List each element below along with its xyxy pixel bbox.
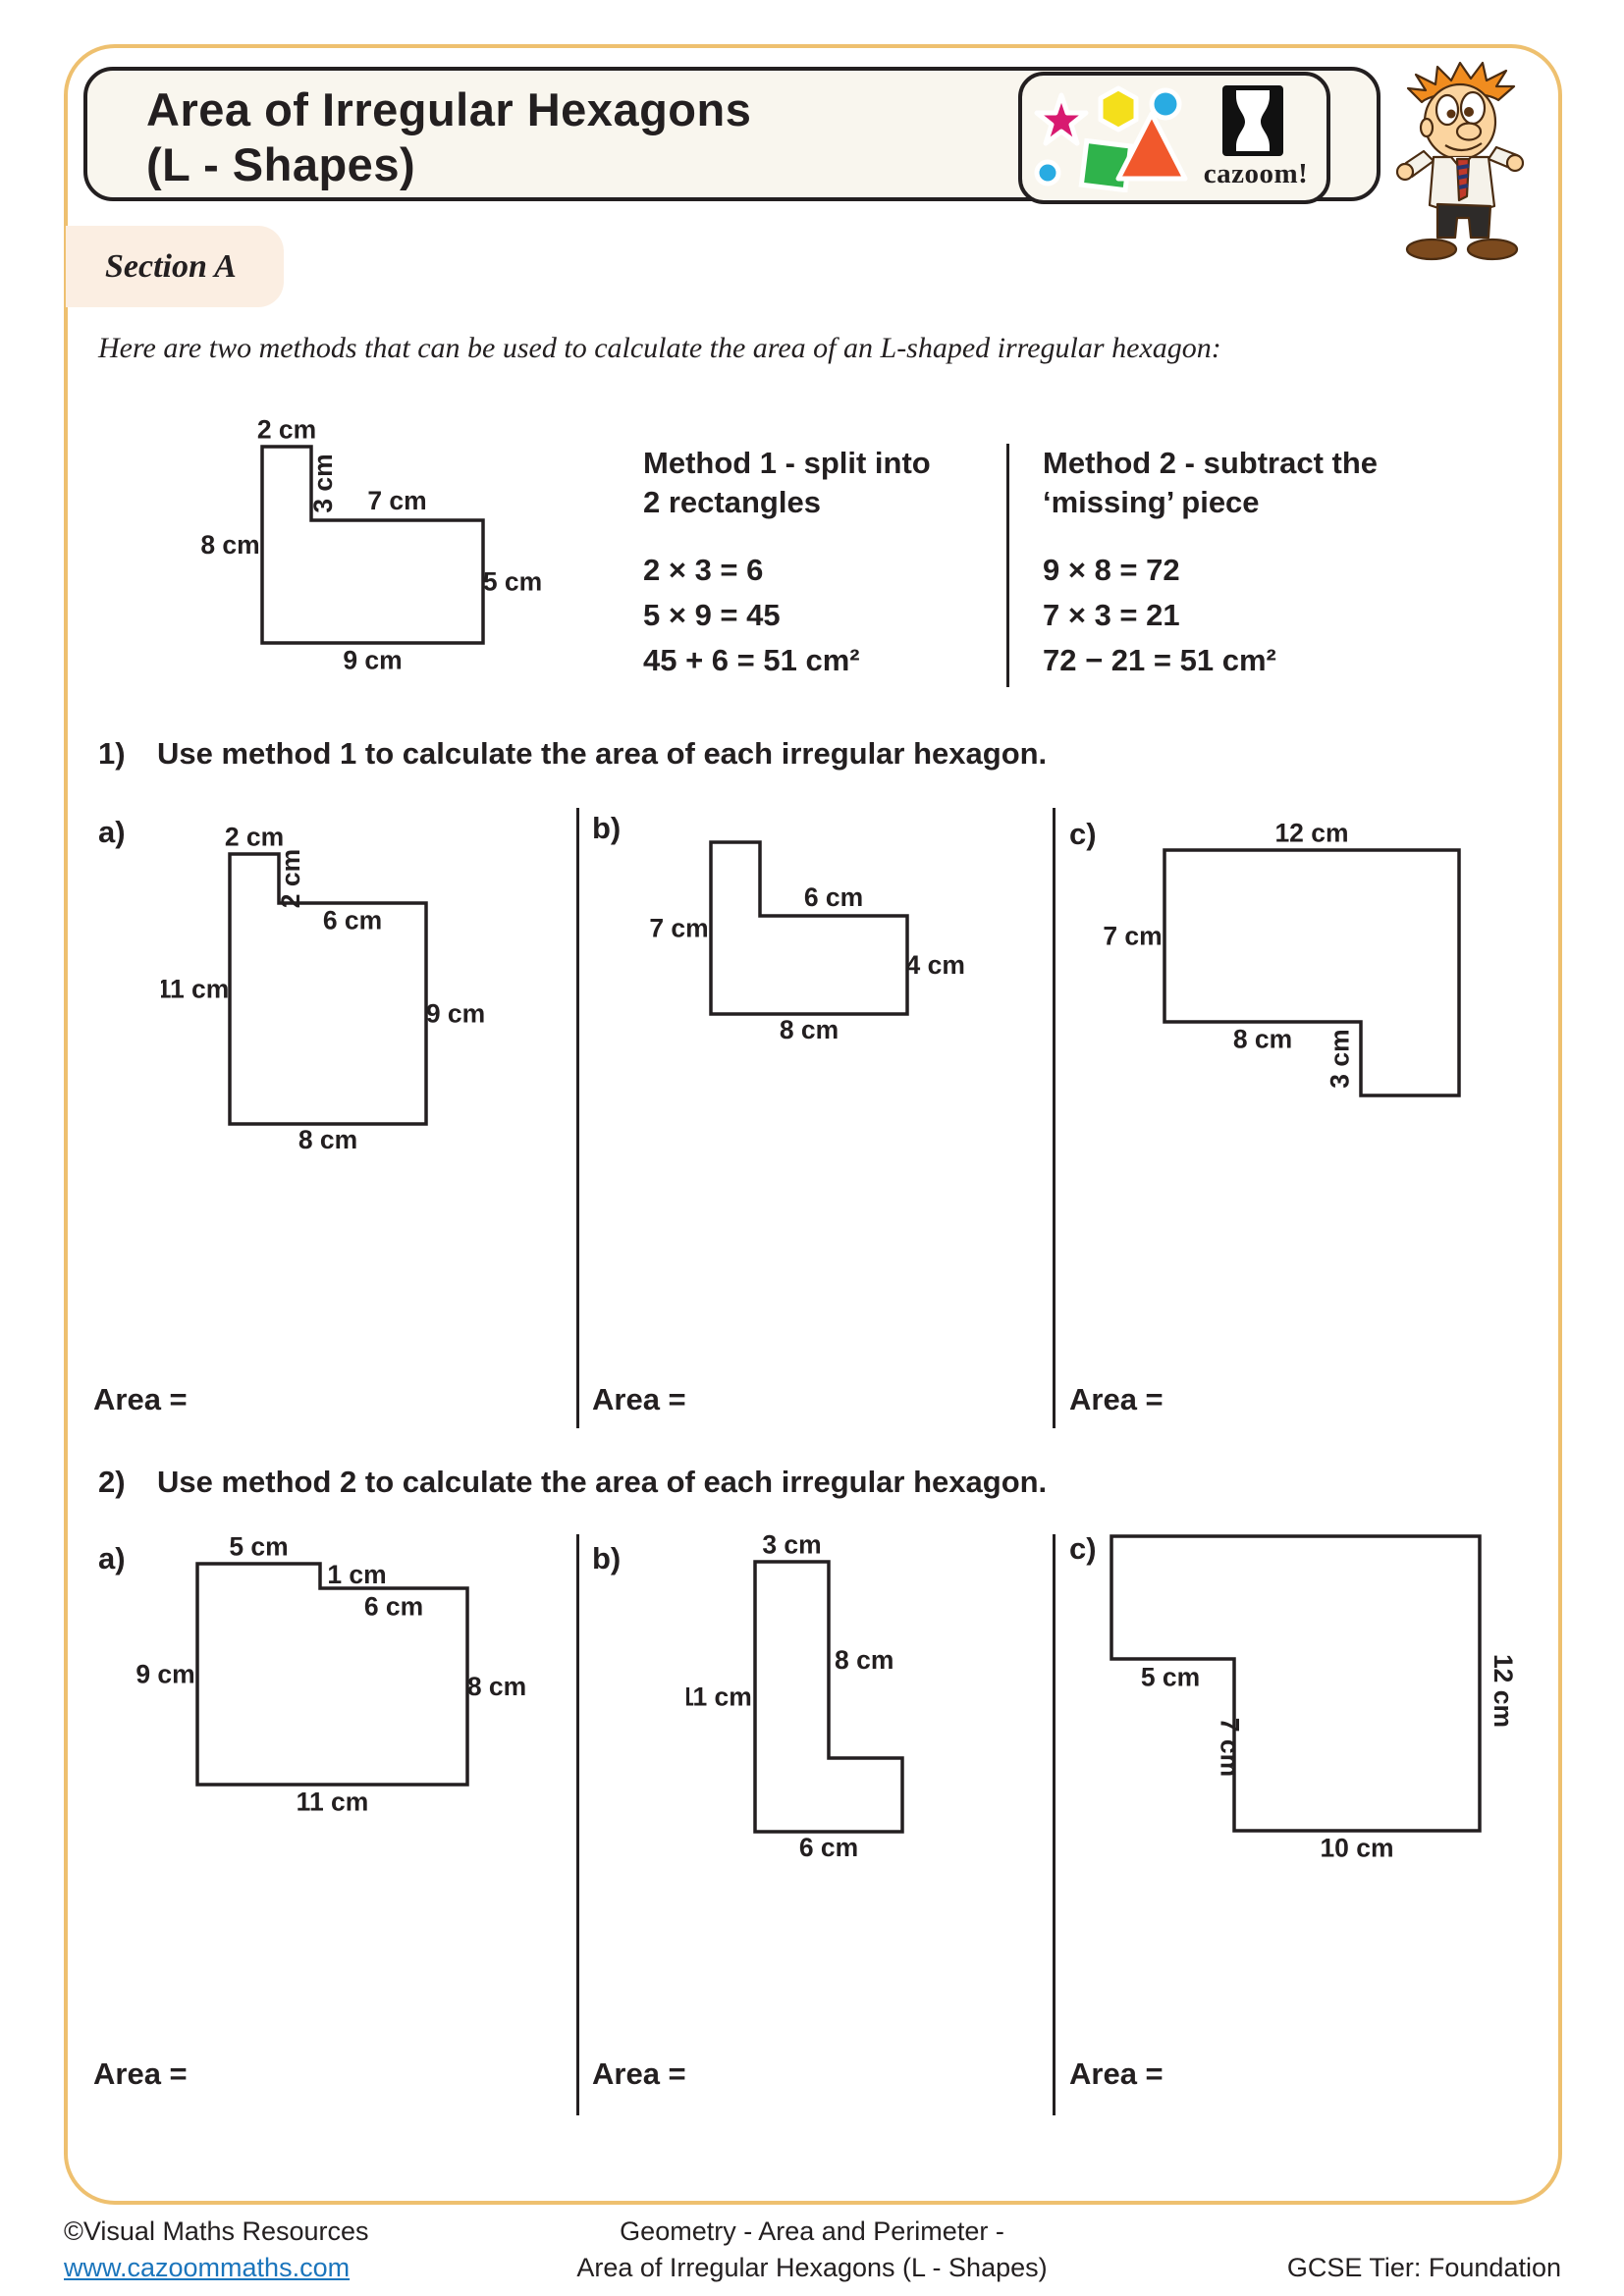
area-answer-label-2c: Area = [1069, 2056, 1164, 2091]
dimension-label: 3 cm [1325, 1029, 1355, 1089]
method1-title-line1: Method 1 - split into [643, 446, 931, 480]
question1-number: 1) [98, 736, 126, 771]
footer-topic-line1: Geometry - Area and Perimeter - [620, 2216, 1004, 2246]
dimension-label: 8 cm [466, 1671, 527, 1701]
question1-prompt: Use method 1 to calculate the area of each irregular hexagon. [157, 736, 1048, 771]
area-answer-label-1c: Area = [1069, 1382, 1164, 1416]
dimension-label: 11 cm [686, 1682, 752, 1712]
cazoom-vase-icon [1222, 85, 1283, 156]
footer-website-link[interactable]: www.cazoommaths.com [64, 2253, 351, 2282]
dimension-label: 8 cm [298, 1125, 358, 1154]
dimension-label: 6 cm [798, 1833, 859, 1862]
dimension-label: 8 cm [1232, 1024, 1293, 1054]
l-shape-outline [230, 854, 426, 1124]
area-answer-label-1a: Area = [93, 1382, 188, 1416]
method2-step: 72 − 21 = 51 cm² [1043, 643, 1276, 677]
dimension-label: 9 cm [135, 1659, 195, 1689]
example-figure [193, 378, 552, 712]
dimension-label: 2 cm [224, 822, 285, 852]
dimension-label: 12 cm [1274, 818, 1349, 848]
method2-step: 7 × 3 = 21 [1043, 598, 1180, 632]
question2-number: 2) [98, 1465, 126, 1499]
part-label-2c: c) [1069, 1531, 1097, 1566]
dimension-label: 8 cm [200, 529, 260, 560]
part-label-1c: c) [1069, 817, 1097, 851]
intro-text: Here are two methods that can be used to calculate the area of an L-shaped irregular hexagon: [98, 332, 1221, 364]
page-title [146, 82, 751, 192]
dimension-label: 3 cm [308, 454, 339, 513]
hexagon-figure-2c [1043, 1468, 1548, 1899]
area-answer-label-2b: Area = [592, 2056, 686, 2091]
dimension-label: 9 cm [343, 645, 403, 675]
l-shape-outline [1164, 850, 1459, 1095]
part-label-1b: b) [592, 811, 622, 845]
method1-block [643, 444, 997, 683]
dimension-label: 12 cm [1489, 1653, 1518, 1729]
dimension-label: 7 cm [1103, 921, 1163, 951]
dimension-label: 7 cm [367, 485, 427, 515]
hexagon-figure-1b [642, 774, 976, 1083]
footer-topic-line2: Area of Irregular Hexagons (L - Shapes) [576, 2253, 1048, 2282]
question1-header [98, 736, 1047, 772]
hexagon-icon [1101, 88, 1136, 130]
dimension-label: 3 cm [762, 1529, 822, 1560]
dimension-label: 5 cm [1140, 1662, 1201, 1692]
title-box [83, 67, 1380, 201]
hexagon-figure-2b [686, 1493, 971, 1900]
question1-column-divider-2 [1053, 808, 1056, 1428]
dimension-label: 6 cm [803, 882, 864, 912]
question2-column-divider-1 [576, 1534, 579, 2115]
part-label-1a: a) [98, 815, 126, 849]
method1-step: 2 × 3 = 6 [643, 553, 764, 587]
dimension-label: 4 cm [905, 949, 965, 980]
dimension-label: 6 cm [363, 1591, 424, 1622]
dimension-label: 10 cm [1320, 1833, 1394, 1863]
dimension-label: 8 cm [779, 1015, 839, 1044]
hexagon-figure-2a [129, 1495, 536, 1853]
cazoom-brand-text: cazoom! [1203, 158, 1309, 189]
footer-copyright: ©Visual Maths Resources [64, 2216, 369, 2246]
method1-step: 45 + 6 = 51 cm² [643, 643, 860, 677]
part-label-2a: a) [98, 1541, 126, 1575]
dimension-label: 2 cm [256, 414, 317, 445]
shapes-cluster-icon [1032, 82, 1214, 192]
question1-column-divider-1 [576, 808, 579, 1428]
star-icon [1037, 95, 1086, 143]
dimension-label: 5 cm [229, 1531, 289, 1562]
dimension-label: 11 cm [161, 974, 230, 1004]
dimension-label: 8 cm [835, 1644, 894, 1675]
method2-title-line1: Method 2 - subtract the [1043, 446, 1379, 480]
dimension-label: 7 cm [649, 913, 709, 943]
circle-icon [1152, 90, 1179, 118]
dimension-label: 11 cm [296, 1787, 369, 1817]
footer-tier-label: GCSE Tier: Foundation [1286, 2253, 1561, 2282]
hexagon-figure-1c [1096, 781, 1528, 1164]
method2-title-line2: ‘missing’ piece [1043, 485, 1260, 519]
dimension-label: 9 cm [425, 998, 486, 1029]
dimension-label: 2 cm [276, 848, 306, 909]
section-label: Section A [66, 226, 284, 307]
cazoom-logo-box [1018, 72, 1330, 204]
area-answer-label-1b: Area = [592, 1382, 686, 1416]
method2-step: 9 × 8 = 72 [1043, 553, 1180, 587]
mascot-illustration [1386, 57, 1534, 268]
dimension-label: 7 cm [1215, 1717, 1245, 1778]
area-answer-label-2a: Area = [93, 2056, 188, 2091]
dimension-label: 5 cm [482, 566, 543, 597]
method2-block [1043, 444, 1435, 683]
example-divider [1006, 444, 1009, 687]
part-label-2b: b) [592, 1541, 622, 1575]
l-shape-outline [711, 842, 907, 1014]
hexagon-figure-1a [161, 785, 495, 1193]
question2-prompt: Use method 2 to calculate the area of each irregular hexagon. [157, 1465, 1048, 1499]
l-shape-outline [755, 1562, 902, 1832]
title-line-2: (L - Shapes) [146, 138, 416, 190]
small-circle-icon [1037, 162, 1058, 184]
title-line-1: Area of Irregular Hexagons [146, 83, 752, 135]
dimension-label: 1 cm [327, 1560, 387, 1589]
dimension-label: 6 cm [322, 905, 383, 935]
l-shape-outline [262, 447, 483, 643]
l-shape-outline [197, 1564, 467, 1785]
method1-title-line2: 2 rectangles [643, 485, 821, 519]
method1-step: 5 × 9 = 45 [643, 598, 781, 632]
